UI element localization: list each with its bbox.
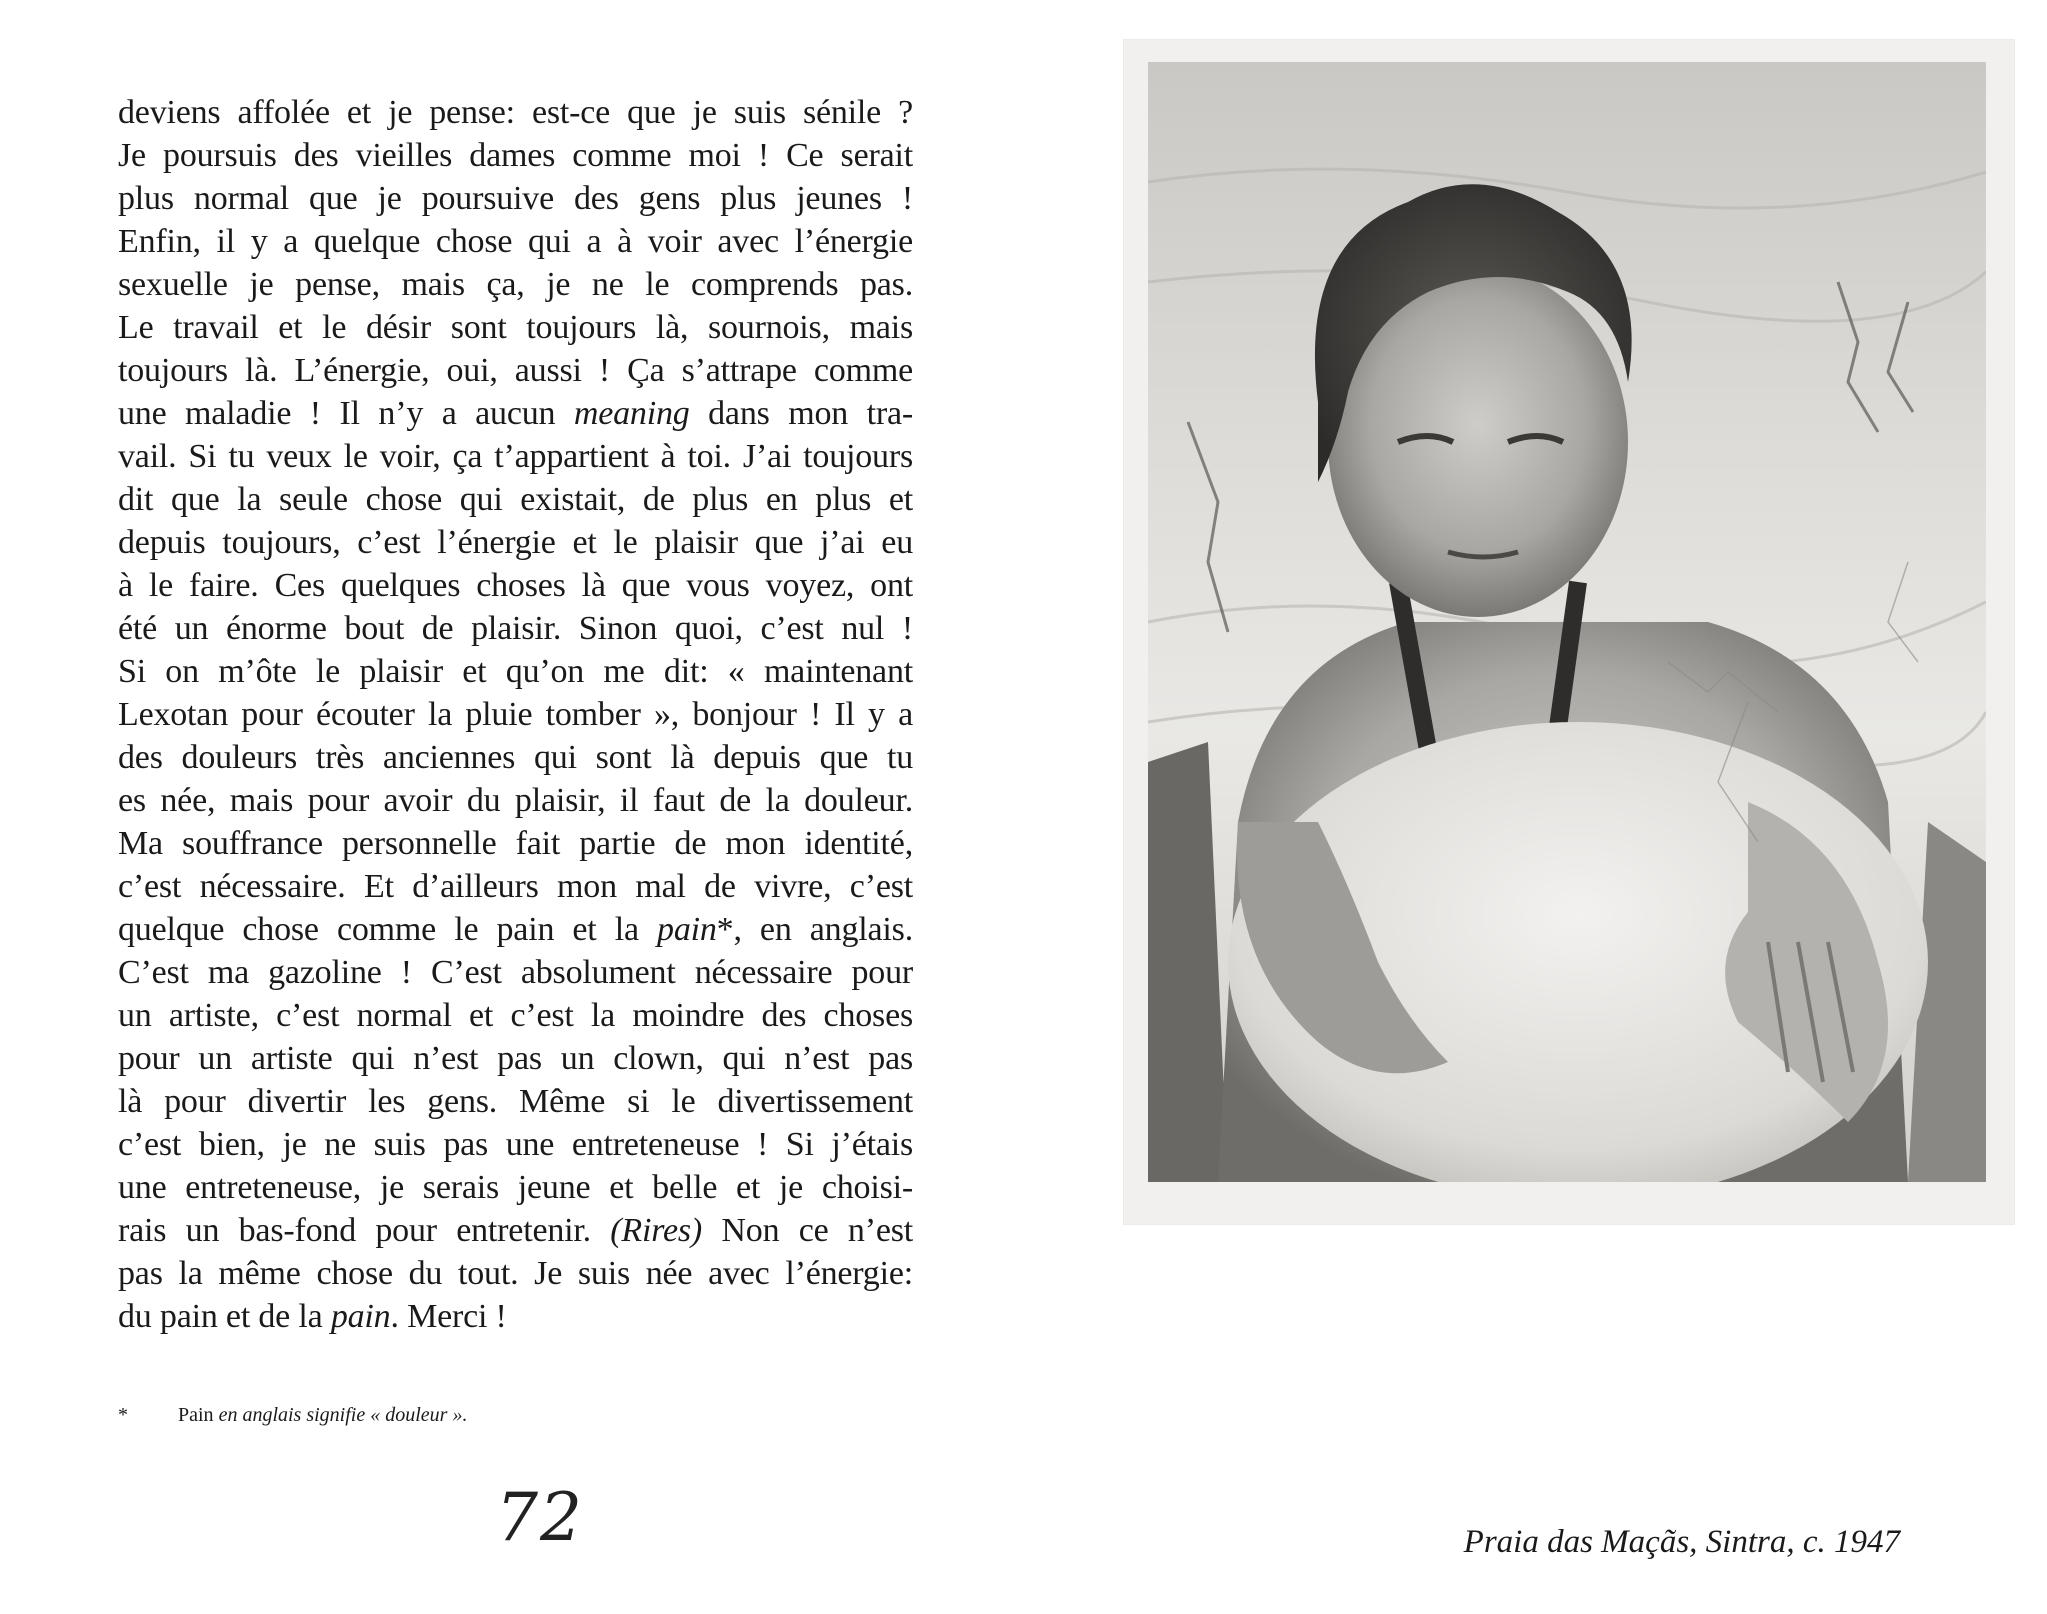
text-line [118,607,913,650]
text-line [118,822,913,865]
text-run: Ma souffrance personnelle fait partie de mon identité, [118,825,913,862]
text-run: pour un artiste qui n’est pas un clown, qui n’est pas [118,1040,913,1077]
text-run: Le travail et le désir sont toujours là, sournois, mais [118,309,913,346]
text-run: plus normal que je poursuive des gens plus jeunes ! [118,180,913,217]
text-run: toujours là. L’énergie, oui, aussi ! Ça s’attrape comme [118,352,913,389]
text-line [118,865,913,908]
text-run: sexuelle je pense, mais ça, je ne le comprends pas. [118,266,913,303]
text-line [118,1037,913,1080]
text-run: vail. Si tu veux le voir, ça t’appartient à toi. J’ai toujours [118,438,913,475]
text-run: dans mon tra- [689,395,913,432]
text-line [118,1080,913,1123]
text-line [118,908,913,951]
text-line [118,263,913,306]
text-line [118,392,913,435]
text-line [118,564,913,607]
text-run: deviens affolée et je pense: est-ce que je suis sénile ? [118,94,913,131]
text-line [118,779,913,822]
text-line [118,1252,913,1295]
page-number: 72 [496,1479,584,1556]
text-run: dit que la seule chose qui existait, de plus en plus et [118,481,913,518]
text-line [118,736,913,779]
text-run: Enfin, il y a quelque chose qui a à voir avec l’énergie [118,223,913,260]
text-line [118,1295,913,1338]
text-line [118,650,913,693]
text-run: . Merci ! [390,1298,507,1335]
text-run: été un énorme bout de plaisir. Sinon quoi, c’est nul ! [118,610,913,647]
footnote [118,1402,818,1428]
text-line [118,177,913,220]
text-run: rais un bas-fond pour entretenir. [118,1212,611,1249]
text-line [118,951,913,994]
text-run: à le faire. Ces quelques choses là que vous voyez, ont [118,567,913,604]
text-run: es née, mais pour avoir du plaisir, il faut de la douleur. [118,782,913,819]
text-run: c’est nécessaire. Et d’ailleurs mon mal de vivre, c’est [118,868,913,905]
text-line [118,306,913,349]
text-line [118,1166,913,1209]
text-line [118,478,913,521]
text-run: des douleurs très anciennes qui sont là depuis que tu [118,739,913,776]
text-run: du pain et de la [118,1298,331,1335]
text-line [118,134,913,177]
text-line [118,435,913,478]
italic-text: pain [330,1298,391,1335]
text-line [118,1123,913,1166]
text-run: C’est ma gazoline ! C’est absolument nécessaire pour [118,954,913,991]
text-line [118,349,913,392]
text-line [118,220,913,263]
footnote-text: en anglais signifie « douleur ». [213,1404,468,1426]
text-run: une entreteneuse, je serais jeune et belle et je choisi- [118,1169,913,1206]
footnote-word: Pain [178,1404,214,1426]
photo-caption: Praia das Maçãs, Sintra, c. 1947 [1463,1524,1900,1560]
text-run: Lexotan pour écouter la pluie tomber », bonjour ! Il y a [118,696,913,733]
text-run: une maladie ! Il n’y a aucun [118,395,574,432]
text-run: Non ce n’est [702,1212,913,1249]
text-run: pas la même chose du tout. Je suis née avec l’énergie: [118,1255,913,1292]
text-run: là pour divertir les gens. Même si le divertissement [118,1083,913,1120]
text-line [118,521,913,564]
text-run: Si on m’ôte le plaisir et qu’on me dit: « maintenant [118,653,913,690]
text-line [118,1209,913,1252]
text-line [118,91,913,134]
footnote-mark: * [118,1404,128,1426]
vintage-photograph [1148,62,1986,1182]
text-run: *, en anglais. [716,911,913,948]
text-run: un artiste, c’est normal et c’est la moindre des choses [118,997,913,1034]
italic-text: pain [657,911,717,948]
text-run: depuis toujours, c’est l’énergie et le plaisir que j’ai eu [118,524,913,561]
italic-text: (Rires) [610,1212,703,1249]
text-run: c’est bien, je ne suis pas une entreteneuse ! Si j’étais [118,1126,913,1163]
body-text [118,91,913,1338]
text-run: Je poursuis des vieilles dames comme moi ! Ce serait [118,137,913,174]
italic-text: meaning [573,395,690,432]
text-line [118,994,913,1037]
text-line [118,693,913,736]
text-run: quelque chose comme le pain et la [118,911,658,948]
